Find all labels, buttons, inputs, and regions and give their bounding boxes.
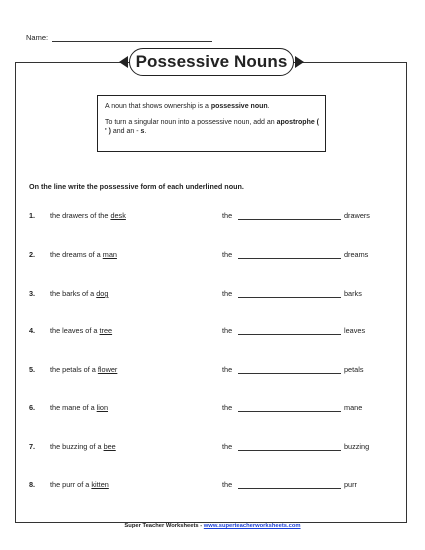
- answer-prefix: the: [222, 326, 233, 335]
- question-number: 1.: [29, 211, 36, 220]
- answer-prefix: the: [222, 403, 233, 412]
- answer-blank[interactable]: [238, 411, 341, 412]
- underlined-noun: bee: [103, 442, 116, 451]
- footer-url-link[interactable]: www.superteacherworksheets.com: [203, 523, 301, 529]
- phrase-text: the dreams of a: [50, 250, 103, 259]
- answer-suffix: buzzing: [344, 442, 370, 451]
- question-phrase: [50, 480, 109, 489]
- question-row: [0, 442, 425, 454]
- footer-separator: -: [198, 523, 204, 529]
- phrase-text: the buzzing of a: [50, 442, 104, 451]
- rule-box: [97, 95, 326, 152]
- footer: [0, 523, 425, 529]
- question-row: [0, 365, 425, 377]
- underlined-noun: dog: [96, 289, 109, 298]
- question-number: 6.: [29, 403, 36, 412]
- name-blank-line[interactable]: [52, 34, 212, 42]
- underlined-noun: lion: [96, 403, 109, 412]
- answer-blank[interactable]: [238, 334, 341, 335]
- phrase-text: the drawers of the: [50, 211, 111, 220]
- underlined-noun: tree: [99, 326, 113, 335]
- question-number: 4.: [29, 326, 36, 335]
- phrase-text: the mane of a: [50, 403, 97, 412]
- question-row: [0, 250, 425, 262]
- phrase-text: the purr of a: [50, 480, 92, 489]
- answer-prefix: the: [222, 365, 233, 374]
- question-phrase: [50, 289, 108, 298]
- answer-suffix: drawers: [344, 211, 370, 220]
- rule-definition: [105, 102, 319, 112]
- answer-suffix: leaves: [344, 326, 366, 335]
- question-row: [0, 403, 425, 415]
- question-phrase: [50, 365, 117, 374]
- rule-term: apostrophe ( ' ): [105, 118, 320, 135]
- phrase-text: the petals of a: [50, 365, 98, 374]
- underlined-noun: flower: [97, 365, 118, 374]
- rule-text: A noun that shows ownership is a: [105, 103, 211, 110]
- answer-blank[interactable]: [238, 297, 341, 298]
- title-arrow-left-icon: [119, 56, 128, 68]
- answer-prefix: the: [222, 480, 233, 489]
- answer-prefix: the: [222, 289, 233, 298]
- rule-term: s: [140, 128, 145, 135]
- question-phrase: [50, 326, 112, 335]
- rule-text: .: [144, 128, 147, 135]
- answer-prefix: the: [222, 250, 233, 259]
- answer-suffix: petals: [344, 365, 364, 374]
- answer-suffix: barks: [344, 289, 362, 298]
- title-arrow-right-icon: [295, 56, 304, 68]
- answer-blank[interactable]: [238, 219, 341, 220]
- answer-blank[interactable]: [238, 373, 341, 374]
- rule-term: possessive noun: [210, 103, 268, 110]
- question-phrase: [50, 403, 108, 412]
- underlined-noun: kitten: [91, 480, 109, 489]
- answer-prefix: the: [222, 211, 233, 220]
- question-row: [0, 289, 425, 301]
- question-number: 3.: [29, 289, 36, 298]
- page-title: Possessive Nouns: [135, 52, 288, 71]
- underlined-noun: desk: [110, 211, 126, 220]
- instructions: On the line write the possessive form of each underlined noun.: [29, 182, 244, 191]
- question-phrase: [50, 250, 117, 259]
- answer-blank[interactable]: [238, 258, 341, 259]
- question-number: 8.: [29, 480, 36, 489]
- answer-blank[interactable]: [238, 488, 341, 489]
- rule-text: .: [267, 103, 270, 110]
- question-row: [0, 480, 425, 492]
- footer-brand: Super Teacher Worksheets: [124, 523, 199, 529]
- name-field-row: [26, 33, 212, 42]
- title-banner: [129, 48, 294, 76]
- rule-instruction: [105, 118, 319, 137]
- rule-text: To turn a singular noun into a possessive noun, add an: [105, 118, 277, 126]
- question-number: 2.: [29, 250, 36, 259]
- question-row: [0, 211, 425, 223]
- question-row: [0, 326, 425, 338]
- question-phrase: [50, 211, 126, 220]
- answer-suffix: dreams: [344, 250, 369, 259]
- question-number: 7.: [29, 442, 36, 451]
- rule-text: and an -: [110, 128, 141, 135]
- question-phrase: [50, 442, 116, 451]
- question-number: 5.: [29, 365, 36, 374]
- name-label: Name:: [26, 33, 49, 42]
- answer-prefix: the: [222, 442, 233, 451]
- answer-blank[interactable]: [238, 450, 341, 451]
- phrase-text: the leaves of a: [50, 326, 100, 335]
- phrase-text: the barks of a: [50, 289, 97, 298]
- underlined-noun: man: [102, 250, 117, 259]
- answer-suffix: mane: [344, 403, 363, 412]
- answer-suffix: purr: [344, 480, 357, 489]
